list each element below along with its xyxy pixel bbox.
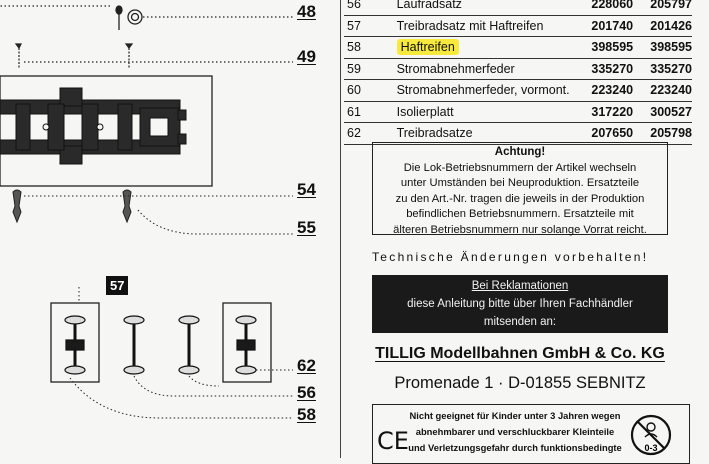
part-description-highlighted [397, 37, 575, 59]
ce-mark: CE [377, 427, 409, 455]
warning-line: Nicht geeignet für Kinder unter 3 Jahren wegen [409, 410, 621, 421]
table-row [344, 37, 692, 59]
article-code: 398595 [633, 37, 692, 59]
attention-notice [372, 142, 668, 235]
callout-56: 56 [297, 383, 316, 402]
complaints-line: Bei Reklamationen [471, 280, 569, 292]
screw-part-49 [16, 44, 293, 68]
article-code: 223240 [633, 80, 692, 102]
table-row [344, 101, 692, 123]
warning-line: abnehmbarer und verschluckbarer Kleinteile [415, 426, 615, 437]
table-row [344, 0, 692, 15]
leader-lines [70, 370, 293, 418]
wheelsets [65, 316, 256, 374]
complaints-line: mitsenden an: [483, 316, 557, 328]
part-description: Isolierplatt [397, 101, 575, 123]
safety-warning-box [372, 404, 690, 464]
notice-title: Achtung! [494, 146, 546, 158]
callout-48: 48 [297, 2, 316, 21]
technical-changes-note: Technische Änderungen vorbehalten! [372, 250, 649, 264]
notice-line: zu den Art.-Nr. tragen die jeweils in der Produktion [395, 192, 645, 205]
article-code: 201426 [633, 15, 692, 37]
part-number: 58 [344, 37, 397, 59]
complaints-box [372, 275, 668, 333]
table-row [344, 123, 692, 145]
part-description: Stromabnehmerfeder [397, 58, 575, 80]
notice-line: befindlichen Betriebsnummern. Ersatzteile mit [406, 208, 634, 220]
article-code: 205798 [633, 123, 692, 145]
part-description: Treibradsatz mit Haftreifen [397, 15, 575, 37]
screw-part-48 [0, 6, 293, 30]
parts-list-panel [344, 0, 706, 458]
part-number: 57 [344, 15, 397, 37]
article-code: 300527 [633, 101, 692, 123]
complaints-line: diese Anleitung bitte über Ihren Fachhändler [407, 298, 633, 310]
table-row [344, 15, 692, 37]
article-code: 223240 [574, 80, 633, 102]
warning-line: und Verletzungsgefahr durch funktionsbedingte [408, 442, 622, 453]
table-row [344, 80, 692, 102]
article-code: 207650 [574, 123, 633, 145]
callout-62: 62 [297, 356, 316, 375]
article-code: 201740 [574, 15, 633, 37]
callout-58: 58 [297, 405, 316, 424]
callout-57: 57 [106, 276, 128, 295]
part-description: Laufradsatz [397, 0, 575, 15]
technical-drawing [0, 0, 330, 458]
callout-54: 54 [297, 180, 316, 199]
age-restriction-icon [629, 413, 673, 457]
article-code: 228060 [574, 0, 633, 15]
callout-49: 49 [297, 47, 316, 66]
age-label: 0-3 [644, 443, 658, 453]
parts-table [344, 0, 692, 145]
part-description: Stromabnehmerfeder, vormont. [397, 80, 575, 102]
part-number: 62 [344, 123, 397, 145]
article-code: 398595 [574, 37, 633, 59]
chassis-frame [0, 88, 186, 164]
article-code: 317220 [574, 101, 633, 123]
notice-line: älteren Betriebsnummern nur solange Vorrat reicht. [393, 223, 647, 236]
notice-line: Die Lok-Betriebsnummern der Artikel wechseln [403, 161, 637, 174]
part-description: Treibradsatze [397, 123, 575, 145]
part-number: 60 [344, 80, 397, 102]
part-number: 56 [344, 0, 397, 15]
exploded-parts-drawing [0, 0, 330, 458]
page-divider [340, 0, 341, 458]
article-code: 335270 [633, 58, 692, 80]
company-name: TILLIG Modellbahnen GmbH & Co. KG [375, 345, 665, 362]
collector-parts-54-55 [13, 190, 293, 234]
callout-55: 55 [297, 218, 316, 237]
table-row [344, 58, 692, 80]
company-address: Promenade 1 · D-01855 SEBNITZ [394, 374, 646, 392]
article-code: 205797 [633, 0, 692, 15]
part-number: 61 [344, 101, 397, 123]
warning-text [405, 408, 625, 456]
article-code: 335270 [574, 58, 633, 80]
notice-line: unter Umständen bei Neuproduktion. Ersatzteile [400, 177, 640, 189]
highlighted-text: Haftreifen [397, 39, 459, 55]
part-number: 59 [344, 58, 397, 80]
